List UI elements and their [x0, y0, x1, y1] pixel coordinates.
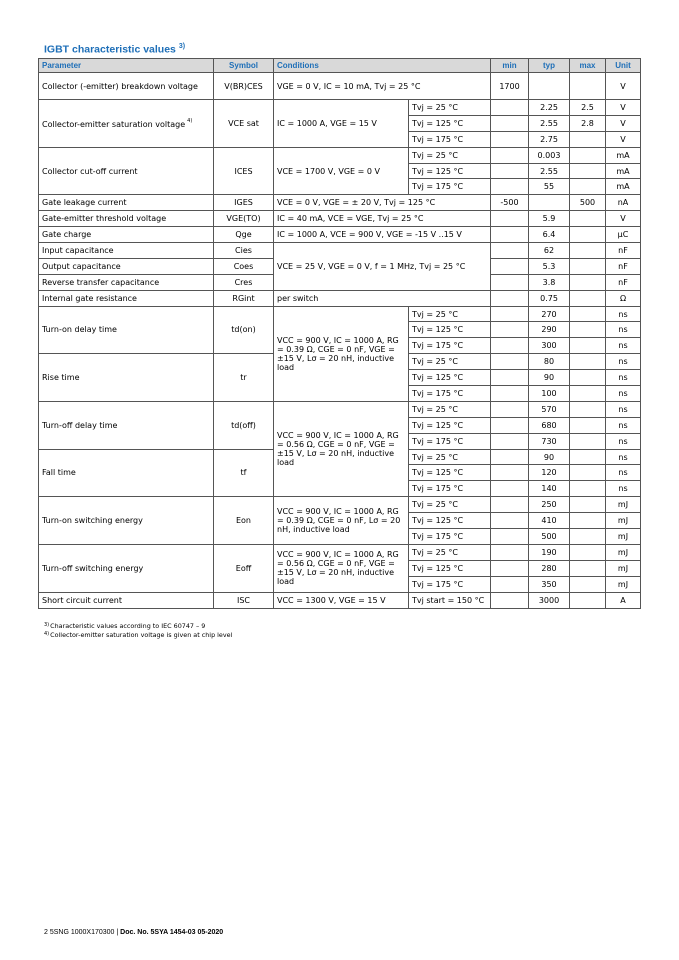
- table-row: [39, 227, 641, 243]
- param-cell: Output capacitance: [39, 258, 214, 274]
- typ-cell: 62: [529, 243, 570, 259]
- temp-cell: Tvj = 25 °C: [409, 100, 491, 116]
- unit-cell: ns: [606, 449, 641, 465]
- typ-cell: 0.75: [529, 290, 570, 306]
- temp-cell: Tvj = 125 °C: [409, 560, 491, 576]
- condition-cell: VCE = 25 V, VGE = 0 V, f = 1 MHz, Tvj = 25 °C: [274, 243, 491, 291]
- param-cell: Input capacitance: [39, 243, 214, 259]
- typ-cell: 410: [529, 513, 570, 529]
- unit-cell: V: [606, 131, 641, 147]
- typ-cell: 55: [529, 179, 570, 195]
- typ-cell: 2.55: [529, 163, 570, 179]
- footnote-3: $^{3)}$Characteristic values according to IEC 60747 – 9: [44, 622, 206, 630]
- unit-cell: nA: [606, 195, 641, 211]
- temp-cell: Tvj start = 150 °C: [409, 592, 491, 608]
- param-cell: Collector cut-off current: [39, 147, 214, 195]
- unit-cell: nF: [606, 258, 641, 274]
- typ-cell: 500: [529, 529, 570, 545]
- typ-cell: 5.3: [529, 258, 570, 274]
- header-parameter: Parameter: [39, 59, 214, 73]
- symbol-cell: ICES: [214, 147, 274, 195]
- condition-cell: VCC = 900 V, IC = 1000 A, RG = 0.39 Ω, CGE = 0 nF, Lσ = 20 nH, inductive load: [274, 497, 409, 545]
- header-conditions: Conditions: [274, 59, 491, 73]
- header-max: max: [570, 59, 606, 73]
- unit-cell: V: [606, 211, 641, 227]
- temp-cell: Tvj = 25 °C: [409, 147, 491, 163]
- condition-cell: IC = 40 mA, VCE = VGE, Tvj = 25 °C: [274, 211, 491, 227]
- temp-cell: Tvj = 25 °C: [409, 401, 491, 417]
- temp-cell: Tvj = 125 °C: [409, 417, 491, 433]
- header-unit: Unit: [606, 59, 641, 73]
- temp-cell: Tvj = 175 °C: [409, 529, 491, 545]
- typ-cell: 3000: [529, 592, 570, 608]
- unit-cell: ns: [606, 370, 641, 386]
- param-cell: Short circuit current: [39, 592, 214, 608]
- symbol-cell: V(BR)CES: [214, 73, 274, 100]
- symbol-cell: ISC: [214, 592, 274, 608]
- typ-cell: 270: [529, 306, 570, 322]
- table-row: [39, 211, 641, 227]
- unit-cell: ns: [606, 433, 641, 449]
- temp-cell: Tvj = 125 °C: [409, 465, 491, 481]
- unit-cell: mJ: [606, 497, 641, 513]
- unit-cell: ns: [606, 322, 641, 338]
- param-cell: Turn-off delay time: [39, 401, 214, 449]
- header-min: min: [491, 59, 529, 73]
- condition-cell: VCC = 900 V, IC = 1000 A, RG = 0.39 Ω, CGE = 0 nF, VGE = ±15 V, Lσ = 20 nH, inductive load: [274, 306, 409, 401]
- table-row: [39, 243, 641, 259]
- param-cell: Collector (-emitter) breakdown voltage: [39, 73, 214, 100]
- temp-cell: Tvj = 175 °C: [409, 179, 491, 195]
- typ-cell: 350: [529, 576, 570, 592]
- unit-cell: mJ: [606, 513, 641, 529]
- section-title: IGBT characteristic values $^{3)}$: [44, 43, 186, 56]
- typ-cell: 3.8: [529, 274, 570, 290]
- table-header-row: [39, 59, 641, 73]
- condition-cell: per switch: [274, 290, 491, 306]
- typ-cell: 80: [529, 354, 570, 370]
- typ-cell: 280: [529, 560, 570, 576]
- temp-cell: Tvj = 25 °C: [409, 354, 491, 370]
- table-row: [39, 100, 641, 116]
- unit-cell: V: [606, 115, 641, 131]
- temp-cell: Tvj = 125 °C: [409, 322, 491, 338]
- temp-cell: Tvj = 125 °C: [409, 163, 491, 179]
- param-cell: Gate-emitter threshold voltage: [39, 211, 214, 227]
- table-row: [39, 401, 641, 417]
- param-cell: Turn-on switching energy: [39, 497, 214, 545]
- typ-cell: 680: [529, 417, 570, 433]
- typ-cell: 2.75: [529, 131, 570, 147]
- temp-cell: Tvj = 25 °C: [409, 497, 491, 513]
- table-row: [39, 147, 641, 163]
- symbol-cell: Cres: [214, 274, 274, 290]
- typ-cell: 2.55: [529, 115, 570, 131]
- table-row: [39, 592, 641, 608]
- footnote-4: $^{4)}$Collector-emitter saturation voltage is given at chip level: [44, 631, 233, 639]
- symbol-cell: RGint: [214, 290, 274, 306]
- footnotes: [44, 621, 232, 639]
- typ-cell: 100: [529, 386, 570, 402]
- condition-cell: VCE = 0 V, VGE = ± 20 V, Tvj = 125 °C: [274, 195, 491, 211]
- unit-cell: ns: [606, 386, 641, 402]
- temp-cell: Tvj = 25 °C: [409, 449, 491, 465]
- unit-cell: mJ: [606, 529, 641, 545]
- igbt-characteristics-table: [38, 58, 641, 609]
- table-row: [39, 195, 641, 211]
- min-cell: 1700: [491, 73, 529, 100]
- symbol-cell: IGES: [214, 195, 274, 211]
- table-row: [39, 73, 641, 100]
- symbol-cell: tr: [214, 354, 274, 402]
- typ-cell: 250: [529, 497, 570, 513]
- typ-cell: 300: [529, 338, 570, 354]
- symbol-cell: Coes: [214, 258, 274, 274]
- unit-cell: nF: [606, 274, 641, 290]
- document-number: Doc. No. 5SYA 1454-03 05-2020: [120, 929, 224, 936]
- condition-cell: IC = 1000 A, VCE = 900 V, VGE = -15 V ..15 V: [274, 227, 491, 243]
- typ-cell: 190: [529, 544, 570, 560]
- footnote-ref: 4): [187, 118, 193, 125]
- param-cell: Rise time: [39, 354, 214, 402]
- temp-cell: Tvj = 175 °C: [409, 576, 491, 592]
- table-row: [39, 497, 641, 513]
- typ-cell: 5.9: [529, 211, 570, 227]
- header-typ: typ: [529, 59, 570, 73]
- unit-cell: ns: [606, 401, 641, 417]
- unit-cell: mJ: [606, 560, 641, 576]
- unit-cell: mJ: [606, 544, 641, 560]
- temp-cell: Tvj = 175 °C: [409, 481, 491, 497]
- unit-cell: mJ: [606, 576, 641, 592]
- typ-cell: 120: [529, 465, 570, 481]
- typ-cell: 290: [529, 322, 570, 338]
- unit-cell: ns: [606, 306, 641, 322]
- typ-cell: 0.003: [529, 147, 570, 163]
- param-cell: Turn-off switching energy: [39, 544, 214, 592]
- unit-cell: V: [606, 100, 641, 116]
- temp-cell: Tvj = 25 °C: [409, 306, 491, 322]
- param-cell: Turn-on delay time: [39, 306, 214, 354]
- table-row: [39, 544, 641, 560]
- temp-cell: Tvj = 175 °C: [409, 131, 491, 147]
- max-cell: 2.5: [570, 100, 606, 116]
- temp-cell: Tvj = 125 °C: [409, 370, 491, 386]
- symbol-cell: td(off): [214, 401, 274, 449]
- param-cell: Gate charge: [39, 227, 214, 243]
- temp-cell: Tvj = 125 °C: [409, 513, 491, 529]
- condition-cell: VCC = 1300 V, VGE = 15 V: [274, 592, 409, 608]
- unit-cell: V: [606, 73, 641, 100]
- unit-cell: µC: [606, 227, 641, 243]
- unit-cell: ns: [606, 417, 641, 433]
- unit-cell: nF: [606, 243, 641, 259]
- temp-cell: Tvj = 175 °C: [409, 433, 491, 449]
- condition-cell: VCC = 900 V, IC = 1000 A, RG = 0.56 Ω, CGE = 0 nF, VGE = ±15 V, Lσ = 20 nH, inductive load: [274, 401, 409, 496]
- param-cell: Collector-emitter saturation voltage $^{4)}$: [39, 100, 214, 148]
- min-cell: -500: [491, 195, 529, 211]
- symbol-cell: VCE sat: [214, 100, 274, 148]
- symbol-cell: td(on): [214, 306, 274, 354]
- unit-cell: A: [606, 592, 641, 608]
- symbol-cell: VGE(TO): [214, 211, 274, 227]
- section-title-footnote-ref: 3): [178, 43, 186, 50]
- table-row: [39, 290, 641, 306]
- symbol-cell: Qge: [214, 227, 274, 243]
- condition-cell: IC = 1000 A, VGE = 15 V: [274, 100, 409, 148]
- unit-cell: ns: [606, 481, 641, 497]
- temp-cell: Tvj = 125 °C: [409, 115, 491, 131]
- typ-cell: 90: [529, 449, 570, 465]
- header-symbol: Symbol: [214, 59, 274, 73]
- param-cell: Reverse transfer capacitance: [39, 274, 214, 290]
- unit-cell: ns: [606, 354, 641, 370]
- symbol-cell: tf: [214, 449, 274, 497]
- symbol-cell: Cies: [214, 243, 274, 259]
- unit-cell: ns: [606, 338, 641, 354]
- typ-cell: 2.25: [529, 100, 570, 116]
- condition-cell: VGE = 0 V, IC = 10 mA, Tvj = 25 °C: [274, 73, 491, 100]
- typ-cell: 140: [529, 481, 570, 497]
- temp-cell: Tvj = 175 °C: [409, 386, 491, 402]
- unit-cell: mA: [606, 179, 641, 195]
- typ-cell: 570: [529, 401, 570, 417]
- table-row: [39, 306, 641, 322]
- condition-cell: VCC = 900 V, IC = 1000 A, RG = 0.56 Ω, CGE = 0 nF, VGE = ±15 V, Lσ = 20 nH, inductive load: [274, 544, 409, 592]
- symbol-cell: Eon: [214, 497, 274, 545]
- temp-cell: Tvj = 25 °C: [409, 544, 491, 560]
- page-footer: [44, 929, 223, 936]
- unit-cell: ns: [606, 465, 641, 481]
- typ-cell: 730: [529, 433, 570, 449]
- typ-cell: 90: [529, 370, 570, 386]
- unit-cell: Ω: [606, 290, 641, 306]
- max-cell: 2.8: [570, 115, 606, 131]
- symbol-cell: Eoff: [214, 544, 274, 592]
- condition-cell: VCE = 1700 V, VGE = 0 V: [274, 147, 409, 195]
- unit-cell: mA: [606, 163, 641, 179]
- page-number: 2 5SNG 1000X170300 |: [44, 929, 119, 936]
- param-cell: Fall time: [39, 449, 214, 497]
- param-cell: Internal gate resistance: [39, 290, 214, 306]
- typ-cell: 6.4: [529, 227, 570, 243]
- param-cell: Gate leakage current: [39, 195, 214, 211]
- unit-cell: mA: [606, 147, 641, 163]
- temp-cell: Tvj = 175 °C: [409, 338, 491, 354]
- max-cell: 500: [570, 195, 606, 211]
